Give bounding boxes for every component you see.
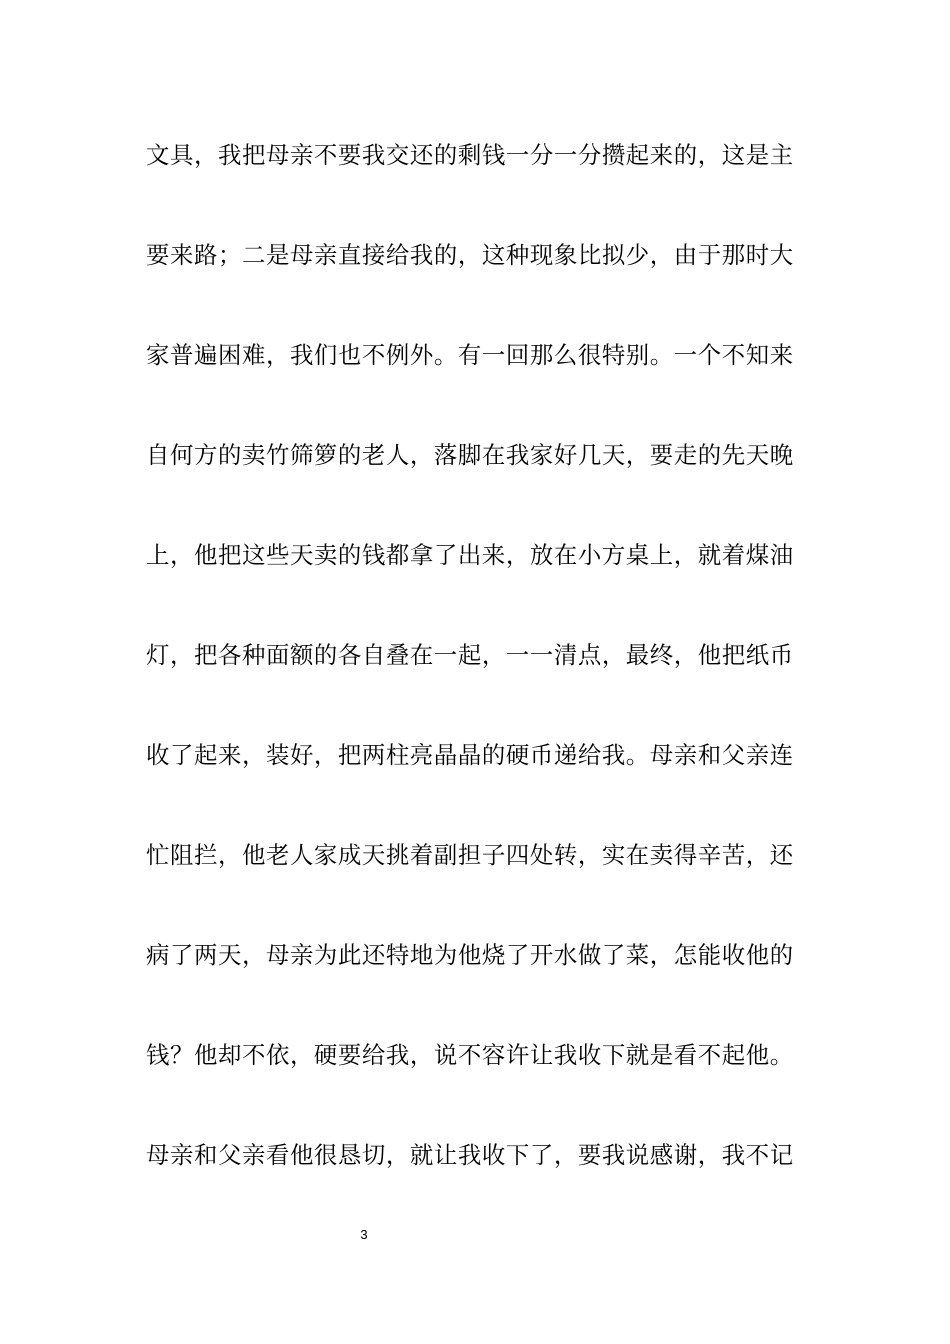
text-line: 家普遍困难，我们也不例外。有一回那么很特别。一个不知来 (146, 341, 794, 369)
text-line: 母亲和父亲看他很恳切，就让我收下了，要我说感谢，我不记 (146, 1141, 794, 1169)
text-line: 钱？他却不依，硬要给我，说不容许让我收下就是看不起他。 (146, 1041, 794, 1069)
text-line: 文具，我把母亲不要我交还的剩钱一分一分攒起来的，这是主 (146, 141, 794, 169)
text-line: 收了起来，装好，把两柱亮晶晶的硬币递给我。母亲和父亲连 (146, 741, 794, 769)
text-line: 灯，把各种面额的各自叠在一起，一一清点，最终，他把纸币 (146, 641, 794, 669)
text-line: 病了两天，母亲为此还特地为他烧了开水做了菜，怎能收他的 (146, 941, 794, 969)
page-number: 3 (360, 1227, 368, 1242)
text-line: 上，他把这些天卖的钱都拿了出来，放在小方桌上，就着煤油 (146, 541, 794, 569)
text-line: 要来路；二是母亲直接给我的，这种现象比拟少，由于那时大 (146, 241, 794, 269)
body-text (146, 131, 806, 1231)
text-line: 自何方的卖竹筛箩的老人，落脚在我家好几天，要走的先天晚 (146, 441, 794, 469)
text-line: 忙阻拦，他老人家成天挑着副担子四处转，实在卖得辛苦，还 (146, 841, 794, 869)
